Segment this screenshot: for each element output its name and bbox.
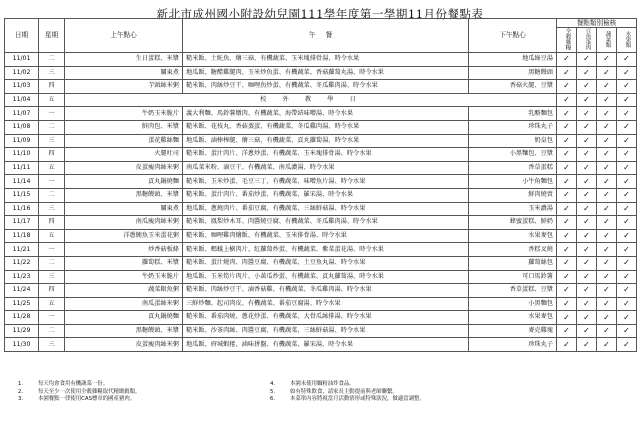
menu-table [4,18,637,352]
check-mark: ✓ [577,93,597,107]
row-date: 11/08 [5,120,39,134]
row-weekday: 二 [39,120,65,134]
row-pm-snack: 蜂蜜蛋糕、鮮奶 [469,216,557,230]
check-mark: ✓ [577,202,597,216]
row-lunch: 地瓜飯、蔥燒肉片、番茄豆腐、有機蔬菜、三絲鮮菇湯、時令水果 [183,202,469,216]
table-row [5,202,637,216]
row-weekday: 一 [39,107,65,121]
row-date: 11/25 [5,297,39,311]
row-lunch: 糙米飯、沙茶肉絲、肉醬豆腐、有機蔬菜、三絲鮮菇湯、時令水果 [183,324,469,338]
row-lunch: 糙米飯、鳳梨炒木耳、肉醬燒豆腐、有機蔬菜、冬瓜雞肉湯、時令水果 [183,216,469,230]
check-mark: ✓ [557,53,577,67]
table-row [5,324,637,338]
check-mark: ✓ [557,134,577,148]
check-mark: ✓ [597,175,617,189]
row-weekday: 五 [39,229,65,243]
row-pm-snack: 黑糖饅頭 [469,66,557,80]
check-mark: ✓ [577,188,597,202]
check-mark: ✓ [597,66,617,80]
note-item: 1. 每天均會食用有機蔬菜一份。 [18,381,109,387]
check-mark: ✓ [557,202,577,216]
check-mark: ✓ [577,216,597,230]
check-mark: ✓ [617,161,637,175]
check-mark: ✓ [577,243,597,257]
check-mark: ✓ [617,311,637,325]
check-mark: ✓ [557,120,577,134]
row-am-snack: 關東煮 [65,202,183,216]
table-row [5,229,637,243]
row-date: 11/22 [5,256,39,270]
row-am-snack: 牛奶玉米脆片 [65,270,183,284]
table-row [5,80,637,94]
row-weekday: 一 [39,311,65,325]
row-date: 11/28 [5,311,39,325]
table-row [5,107,637,121]
check-mark: ✓ [577,256,597,270]
check-mark: ✓ [597,338,617,352]
check-mark: ✓ [617,229,637,243]
row-pm-snack: 水果麥包 [469,229,557,243]
row-weekday: 四 [39,216,65,230]
table-row [5,216,637,230]
row-pm-snack: 香草蛋糕、豆漿 [469,284,557,298]
header-check-vegetable: 蔬菜類 [597,28,617,53]
check-mark: ✓ [617,324,637,338]
check-mark: ✓ [597,202,617,216]
check-mark: ✓ [557,66,577,80]
row-lunch: 糙米飯、番茄肉燒、蔥花炒蛋、有機蔬菜、大骨瓜絲排湯、時令水果 [183,311,469,325]
header-check-protein: 豆魚蛋肉 [577,28,597,53]
check-mark: ✓ [577,270,597,284]
check-mark: ✓ [617,134,637,148]
check-mark: ✓ [617,175,637,189]
check-mark: ✓ [597,216,617,230]
table-row [5,311,637,325]
header-date: 日期 [5,19,39,53]
check-mark: ✓ [557,256,577,270]
row-lunch: 糙米飯、蛋汁肉片、洋蔥炒蛋、有機蔬菜、玉米塊排骨湯、時令水果 [183,148,469,162]
row-lunch: 地瓜飯、糖醋雞腿肉、玉米炒魚蛋、有機蔬菜、香菇蘿蔔丸湯、時令水果 [183,66,469,80]
row-weekday: 三 [39,270,65,284]
row-weekday: 三 [39,66,65,80]
check-mark: ✓ [597,284,617,298]
row-date: 11/17 [5,216,39,230]
row-am-snack: 炒香菇板條 [65,243,183,257]
check-mark: ✓ [617,297,637,311]
row-lunch: 糙米飯、玉米炒蛋、毛豆三丁、有機蔬菜、味噌魚片湯、時令水果 [183,175,469,189]
check-mark: ✓ [557,229,577,243]
check-mark: ✓ [617,256,637,270]
check-mark: ✓ [557,270,577,284]
check-mark: ✓ [617,53,637,67]
table-row [5,256,637,270]
check-mark: ✓ [597,107,617,121]
row-date: 11/07 [5,107,39,121]
row-lunch: 南瓜菜米粉、滷豆干、有機蔬菜、南瓜濃湯、時令水果 [183,161,469,175]
row-weekday: 一 [39,243,65,257]
check-mark: ✓ [577,324,597,338]
row-weekday: 五 [39,93,65,107]
note-item: 6. 本菜單內容將視當月活動情形或特殊狀況，做適當調整。 [270,396,425,403]
check-mark: ✓ [557,324,577,338]
row-date: 11/03 [5,80,39,94]
check-mark: ✓ [597,53,617,67]
check-mark: ✓ [617,188,637,202]
row-pm-snack: 玉米濃湯 [469,202,557,216]
check-mark: ✓ [597,188,617,202]
row-date: 11/14 [5,175,39,189]
check-mark: ✓ [617,338,637,352]
page-title: 新北市成州國小附設幼兒園111學年度第一學期11月份餐點表 [156,7,484,21]
check-mark: ✓ [557,148,577,162]
check-mark: ✓ [577,120,597,134]
check-mark: ✓ [557,161,577,175]
row-pm-snack: 蘿蔔絲包 [469,256,557,270]
table-row [5,134,637,148]
check-mark: ✓ [617,120,637,134]
row-weekday: 五 [39,161,65,175]
check-mark: ✓ [617,107,637,121]
row-am-snack: 芋頭絲米粥 [65,80,183,94]
check-mark: ✓ [597,134,617,148]
row-am-snack: 火腿吐司 [65,148,183,162]
table-row [5,243,637,257]
row-lunch: 地瓜飯、滷棒棒腿、燴三菇、有機蔬菜、貢丸蘿蔔湯、時令水果 [183,134,469,148]
row-pm-snack: 珍珠丸子 [469,120,557,134]
row-am-snack: 皮蛋瘦肉絲米粥 [65,338,183,352]
row-pm-snack: 小黑麵包、豆漿 [469,148,557,162]
header-lunch: 午餐 [183,19,469,53]
row-pm-snack: 奶皇包 [469,134,557,148]
row-weekday: 三 [39,134,65,148]
row-lunch: 糙米飯、肉絲炒豆干、咖哩魚炒蛋、有機蔬菜、冬瓜雞肉湯、時令水果 [183,80,469,94]
row-am-snack: 南瓜蛋絲米粥 [65,297,183,311]
check-mark: ✓ [557,93,577,107]
row-am-snack: 南瓜瘦肉絲米粥 [65,216,183,230]
row-pm-snack: 麥克雞塊 [469,324,557,338]
row-date: 11/30 [5,338,39,352]
note-item: 5. 如有特殊飲食，請家長主動提前與老師聯繫。 [270,388,398,395]
row-lunch: 地瓜飯、玉米筍片肉片、小黃瓜炒蛋、有機蔬菜、貢丸蘿蔔湯、時令水果 [183,270,469,284]
header-check-grains: 全穀雜糧 [557,28,577,53]
row-pm-snack: 香糕叉燒 [469,243,557,257]
table-row [5,93,637,107]
header-pm-snack: 下午點心 [469,19,557,53]
table-row [5,270,637,284]
check-mark: ✓ [617,80,637,94]
check-mark: ✓ [577,107,597,121]
notes-left [18,381,140,404]
header-check-fruit: 水果類 [617,28,637,53]
header-am-snack: 上午點心 [65,19,183,53]
row-date: 11/02 [5,66,39,80]
row-date: 11/23 [5,270,39,284]
check-mark: ✓ [557,297,577,311]
row-weekday: 一 [39,175,65,189]
table-row [5,284,637,298]
check-mark: ✓ [617,243,637,257]
row-weekday: 三 [39,338,65,352]
check-mark: ✓ [577,338,597,352]
check-mark: ✓ [577,311,597,325]
check-mark: ✓ [577,161,597,175]
check-mark: ✓ [577,284,597,298]
row-lunch: 地瓜飯、府城蝦捲、滷味拼盤、有機蔬菜、羅宋湯、時令水果 [183,338,469,352]
table-row [5,297,637,311]
row-weekday: 四 [39,148,65,162]
check-mark: ✓ [577,53,597,67]
row-pm-snack: 香草蛋糕 [469,161,557,175]
check-mark: ✓ [557,188,577,202]
check-mark: ✓ [577,229,597,243]
table-row [5,66,637,80]
check-mark: ✓ [597,120,617,134]
check-mark: ✓ [557,243,577,257]
table-row [5,188,637,202]
table-row [5,161,637,175]
check-mark: ✓ [577,297,597,311]
row-am-snack: 洋蔥鮪魚玉米蛋花粥 [65,229,183,243]
row-am-snack: 蘿蔔糕、米漿 [65,256,183,270]
row-date: 11/04 [5,93,39,107]
check-mark: ✓ [617,270,637,284]
menu-body [5,53,637,352]
row-lunch: 糙米飯、螞蟻上樹肉片、紅蘿蔔炒蛋、有機蔬菜、紫菜蛋花湯、時令水果 [183,243,469,257]
check-mark: ✓ [577,175,597,189]
check-mark: ✓ [557,80,577,94]
row-am-snack: 黑糖饅頭、米漿 [65,188,183,202]
row-lunch: 義大利麵、馬鈴薯燉肉、有機蔬菜、海帶結味噌湯、時令水果 [183,107,469,121]
row-am-snack: 蔬菜銀魚粥 [65,284,183,298]
row-am-snack: 黑糖饅頭、米漿 [65,324,183,338]
row-weekday: 四 [39,284,65,298]
check-mark: ✓ [577,134,597,148]
row-lunch: 糙米飯、花枝丸、香菇蒸蛋、有機蔬菜、冬瓜雞肉湯、時令水果 [183,120,469,134]
check-mark: ✓ [577,66,597,80]
note-item: 3. 本園餐點一律使用CAS標章的國產豬肉。 [18,396,136,403]
row-am-snack: 鮮肉包、米漿 [65,120,183,134]
row-weekday: 五 [39,297,65,311]
check-mark: ✓ [597,148,617,162]
row-date: 11/21 [5,243,39,257]
check-mark: ✓ [557,175,577,189]
row-lunch: 糙米飯、肉絲炒豆干、滷香菇雞、有機蔬菜、冬瓜雞肉湯、時令水果 [183,284,469,298]
check-mark: ✓ [617,148,637,162]
check-mark: ✓ [617,202,637,216]
row-lunch: 糙米飯、蛋汁燒肉、肉醬豆腐、有機蔬菜、土豆魚丸湯、時令水果 [183,256,469,270]
check-mark: ✓ [597,256,617,270]
check-mark: ✓ [597,297,617,311]
row-weekday: 三 [39,202,65,216]
row-am-snack: 皮蛋瘦肉絲米粥 [65,161,183,175]
check-mark: ✓ [557,107,577,121]
check-mark: ✓ [577,80,597,94]
table-row [5,120,637,134]
check-mark: ✓ [617,284,637,298]
row-date: 11/15 [5,188,39,202]
row-am-snack: 關東煮 [65,66,183,80]
check-mark: ✓ [617,216,637,230]
row-pm-snack: 鮮肉燒賣 [469,188,557,202]
row-pm-snack: 珍珠丸子 [469,338,557,352]
check-mark: ✓ [597,243,617,257]
row-pm-snack: 地瓜綠豆湯 [469,53,557,67]
row-am-snack: 牛奶玉米脆片 [65,107,183,121]
check-mark: ✓ [557,216,577,230]
row-pm-snack: 香菇火腿、豆漿 [469,80,557,94]
check-mark: ✓ [597,80,617,94]
row-weekday: 二 [39,324,65,338]
row-pm-snack: 小黑麵包 [469,297,557,311]
row-lunch: 糙米飯、咖哩雞肉燴飯、有機蔬菜、玉米排骨湯、時令水果 [183,229,469,243]
check-mark: ✓ [597,161,617,175]
row-lunch: 糙米飯、蛋汁肉片、番茄炒蛋、有機蔬菜、羅宋湯、時令水果 [183,188,469,202]
row-lunch: 三鮮炒麵、起司肉皮、有機蔬菜、番茄豆腐湯、時令水果 [183,297,469,311]
note-item: 2. 每天至少一次使用全穀雜糧取代精緻穀類。 [18,388,141,395]
check-mark: ✓ [617,93,637,107]
check-mark: ✓ [597,324,617,338]
row-weekday: 二 [39,188,65,202]
row-weekday: 四 [39,80,65,94]
row-pm-snack: 水果麥包 [469,311,557,325]
row-date: 11/18 [5,229,39,243]
row-date: 11/24 [5,284,39,298]
row-weekday: 二 [39,53,65,67]
row-am-snack: 貢丸鍋燒麵 [65,311,183,325]
row-date: 11/11 [5,161,39,175]
row-date: 11/16 [5,202,39,216]
table-row [5,175,637,189]
table-row [5,338,637,352]
check-mark: ✓ [597,311,617,325]
note-item: 4. 本園未使用麵粉油炸食品。 [270,381,355,387]
table-row [5,53,637,67]
check-mark: ✓ [577,148,597,162]
row-am-snack: 貢丸鍋燒麵 [65,175,183,189]
check-mark: ✓ [617,66,637,80]
row-lunch: 糙米飯、土魠魚、燴三菇、有機蔬菜、玉米塊排骨湯、時令水果 [183,53,469,67]
row-pm-snack: 乳酪麵包 [469,107,557,121]
row-date: 11/01 [5,53,39,67]
row-date: 11/09 [5,134,39,148]
check-mark: ✓ [597,229,617,243]
row-weekday: 二 [39,256,65,270]
row-pm-snack: 可口馬鈴薯 [469,270,557,284]
check-mark: ✓ [597,93,617,107]
notes-right [270,381,425,404]
check-mark: ✓ [557,284,577,298]
row-date: 11/10 [5,148,39,162]
row-special-event: 校 外 教 學 日 [65,93,557,107]
row-date: 11/29 [5,324,39,338]
check-mark: ✓ [557,338,577,352]
header-check-group: 餐點類別檢核 [557,19,637,28]
row-am-snack: 生日蛋糕、米漿 [65,53,183,67]
row-pm-snack: 小牛角麵包 [469,175,557,189]
header-weekday: 星期 [39,19,65,53]
row-am-snack: 蛋花雞絲麵 [65,134,183,148]
check-mark: ✓ [597,270,617,284]
table-row [5,148,637,162]
check-mark: ✓ [557,311,577,325]
